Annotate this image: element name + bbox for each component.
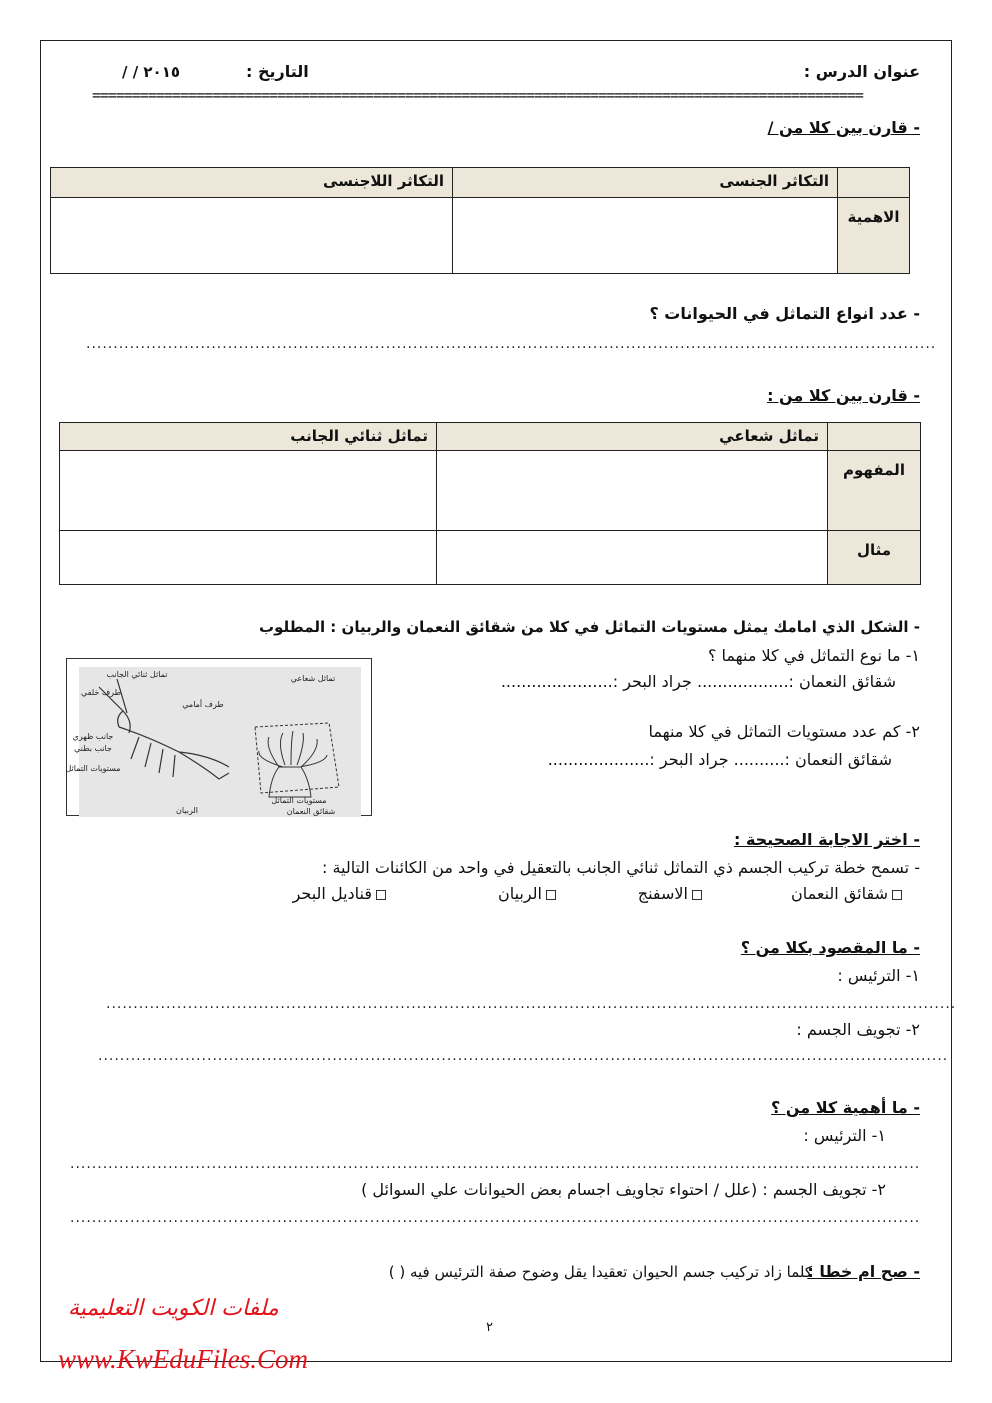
label-radial: تماثل شعاعي	[290, 674, 336, 683]
q8-statement[interactable]: كلما زاد تركيب جسم الحيوان تعقيدا يقل وضوح صفة الترئيس فيه ( )	[388, 1263, 812, 1281]
q1-row1-label: الاهمية	[838, 198, 910, 274]
label-shrimp: الربيان	[175, 806, 199, 815]
q4-prompt: - الشكل الذي امامك يمثل مستويات التماثل في كلا من شقائق النعمان والربيان : المطلوب	[259, 618, 920, 636]
label-planes-anemone: مستويات التماثل	[271, 796, 327, 805]
q7-item1-answer-line[interactable]: ............................................................................................................................................................	[70, 1156, 921, 1172]
q3-row2-label: مثال	[828, 531, 921, 585]
q5-option-4-label: قناديل البحر	[292, 884, 372, 903]
date-value: / / ٢٠١٥	[122, 63, 181, 81]
checkbox-icon	[376, 890, 386, 900]
watermark-url[interactable]: www.KwEduFiles.Com	[58, 1344, 309, 1374]
header-separator: ================================================================================================	[92, 86, 863, 104]
checkbox-icon	[546, 890, 556, 900]
date-label: التاريخ :	[246, 62, 309, 81]
label-ventral: جانب بطني	[74, 744, 112, 753]
label-bilateral: تماثل ثنائي الجانب	[106, 670, 168, 679]
q5-option-3[interactable]	[498, 884, 556, 903]
q3-concept-bilateral-cell[interactable]	[60, 451, 437, 531]
symmetry-illustration	[65, 667, 361, 817]
q7-item1: ١- الترئيس :	[803, 1126, 886, 1145]
q1-prompt: - قارن بين كلا من /	[767, 118, 920, 137]
checkbox-icon	[892, 890, 902, 900]
q4-sub2: ٢- كم عدد مستويات التماثل في كلا منهما	[648, 722, 920, 741]
q5-option-2[interactable]	[638, 884, 702, 903]
label-planes-shrimp: مستويات التماثل	[65, 764, 121, 773]
q1-answer-cell-sexual[interactable]	[453, 198, 838, 274]
q3-table	[59, 422, 921, 585]
q5-option-2-label: الاسفنج	[637, 884, 688, 903]
page-number: ٢	[486, 1320, 493, 1335]
q2-prompt: - عدد انواع التماثل في الحيوانات ؟	[649, 304, 920, 323]
watermark-arabic: ملفات الكويت التعليمية	[68, 1296, 279, 1321]
q4-sub1-answer[interactable]: شقائق النعمان :.................. جراد البحر :......................	[500, 672, 896, 691]
bottom-border-segment	[470, 1361, 952, 1362]
q7-item2: ٢- تجويف الجسم : (علل / احتواء تجاويف اجسام بعض الحيوانات علي السوائل )	[361, 1180, 886, 1199]
q7-item2-answer-line[interactable]: ............................................................................................................................................................	[70, 1210, 921, 1226]
q6-item1-answer-line[interactable]: ............................................................................................................................................................	[106, 996, 957, 1012]
q4-sub2-answer[interactable]: شقائق النعمان :.......... جراد البحر :....................	[547, 750, 892, 769]
q3-concept-radial-cell[interactable]	[437, 451, 828, 531]
q5-option-1[interactable]	[791, 884, 902, 903]
q2-answer-line[interactable]: ............................................................................................................................................................	[86, 336, 937, 352]
q1-col2-header: التكاثر اللاجنسى	[51, 168, 453, 198]
q5-option-4[interactable]	[293, 884, 386, 903]
q4-sub1: ١- ما نوع التماثل في كلا منهما ؟	[707, 646, 920, 665]
q7-prompt: - ما أهمية كلا من ؟	[771, 1098, 920, 1117]
q6-item1: ١- الترئيس :	[837, 966, 920, 985]
symmetry-figure	[66, 658, 372, 816]
label-posterior: طرف خلفي	[81, 688, 121, 697]
label-dorsal: جانب ظهري	[72, 732, 114, 741]
q6-item2: ٢- تجويف الجسم :	[796, 1020, 920, 1039]
label-anterior: طرف أمامي	[182, 700, 224, 709]
q5-stem: - تسمح خطة تركيب الجسم ذي التماثل ثنائي الجانب بالتعقيل في واحد من الكائنات التالية :	[321, 858, 920, 877]
checkbox-icon	[692, 890, 702, 900]
figure-background	[79, 667, 361, 817]
q6-prompt: - ما المقصود بكلا من ؟	[740, 938, 920, 957]
q3-row1-label: المفهوم	[828, 451, 921, 531]
q3-col2-header: تماثل ثنائي الجانب	[60, 423, 437, 451]
lesson-title-label: عنوان الدرس :	[803, 62, 920, 81]
q3-col1-header: تماثل شعاعي	[437, 423, 828, 451]
label-anemone: شقائق النعمان	[286, 807, 336, 816]
q5-option-3-label: الربيان	[497, 884, 542, 903]
q3-prompt: - قارن بين كلا من :	[767, 386, 920, 405]
q8-prompt: - صح ام خطا :	[807, 1262, 920, 1281]
q1-col1-header: التكاثر الجنسى	[453, 168, 838, 198]
q1-corner-cell	[838, 168, 910, 198]
q6-item2-answer-line[interactable]: ............................................................................................................................................................	[98, 1048, 949, 1064]
q1-table	[50, 167, 910, 274]
q3-example-bilateral-cell[interactable]	[60, 531, 437, 585]
q5-prompt: - اختر الاجابة الصحيحة :	[733, 830, 920, 849]
q3-example-radial-cell[interactable]	[437, 531, 828, 585]
q3-corner-cell	[828, 423, 921, 451]
q1-answer-cell-asexual[interactable]	[51, 198, 453, 274]
q5-option-1-label: شقائق النعمان	[791, 884, 888, 903]
